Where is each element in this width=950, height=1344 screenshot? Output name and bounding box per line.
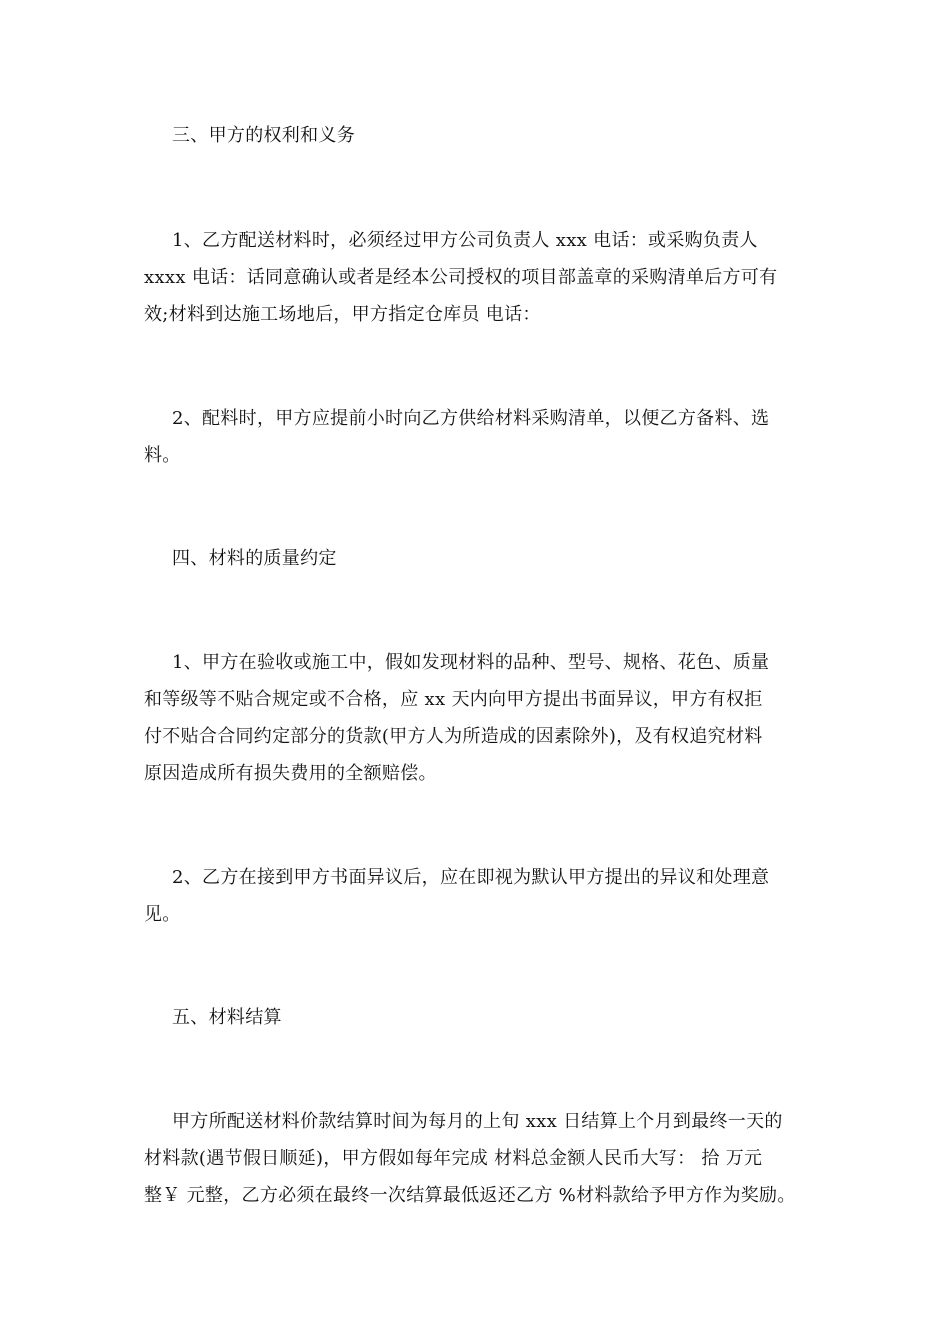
paragraph-line: 付不贴合合同约定部分的货款(甲方人为所造成的因素除外)，及有权追究材料 — [144, 726, 763, 747]
paragraph-line: 甲方所配送材料价款结算时间为每月的上旬 xxx 日结算上个月到最终一天的 — [172, 1111, 783, 1132]
paragraph-line: 材料款(遇节假日顺延)，甲方假如每年完成 材料总金额人民币大写： 拾 万元 — [144, 1148, 763, 1169]
paragraph-line: 2、配料时，甲方应提前小时向乙方供给材料采购清单，以便乙方备料、选 — [172, 408, 770, 429]
paragraph-line: 见。 — [144, 904, 181, 925]
paragraph-line: 整￥ 元整，乙方必须在最终一次结算最低返还乙方 %材料款给予甲方作为奖励。 — [144, 1185, 796, 1206]
section-heading-quality: 四、材料的质量约定 — [172, 548, 337, 569]
paragraph-line: 1、乙方配送材料时，必须经过甲方公司负责人 xxx 电话：或采购负责人 — [172, 230, 758, 251]
paragraph-line: 效;材料到达施工场地后，甲方指定仓库员 电话： — [144, 304, 541, 325]
paragraph-line: 1、甲方在验收或施工中，假如发现材料的品种、型号、规格、花色、质量 — [172, 652, 770, 673]
paragraph-line: 原因造成所有损失费用的全额赔偿。 — [144, 763, 437, 784]
paragraph-line: 料。 — [144, 445, 181, 466]
section-heading-rights-obligations: 三、甲方的权利和义务 — [172, 125, 355, 146]
section-heading-settlement: 五、材料结算 — [172, 1007, 282, 1028]
paragraph-line: 2、乙方在接到甲方书面异议后，应在即视为默认甲方提出的异议和处理意 — [172, 867, 770, 888]
paragraph-line: 和等级等不贴合规定或不合格，应 xx 天内向甲方提出书面异议，甲方有权拒 — [144, 689, 763, 710]
paragraph-line: xxxx 电话：话同意确认或者是经本公司授权的项目部盖章的采购清单后方可有 — [144, 267, 778, 288]
